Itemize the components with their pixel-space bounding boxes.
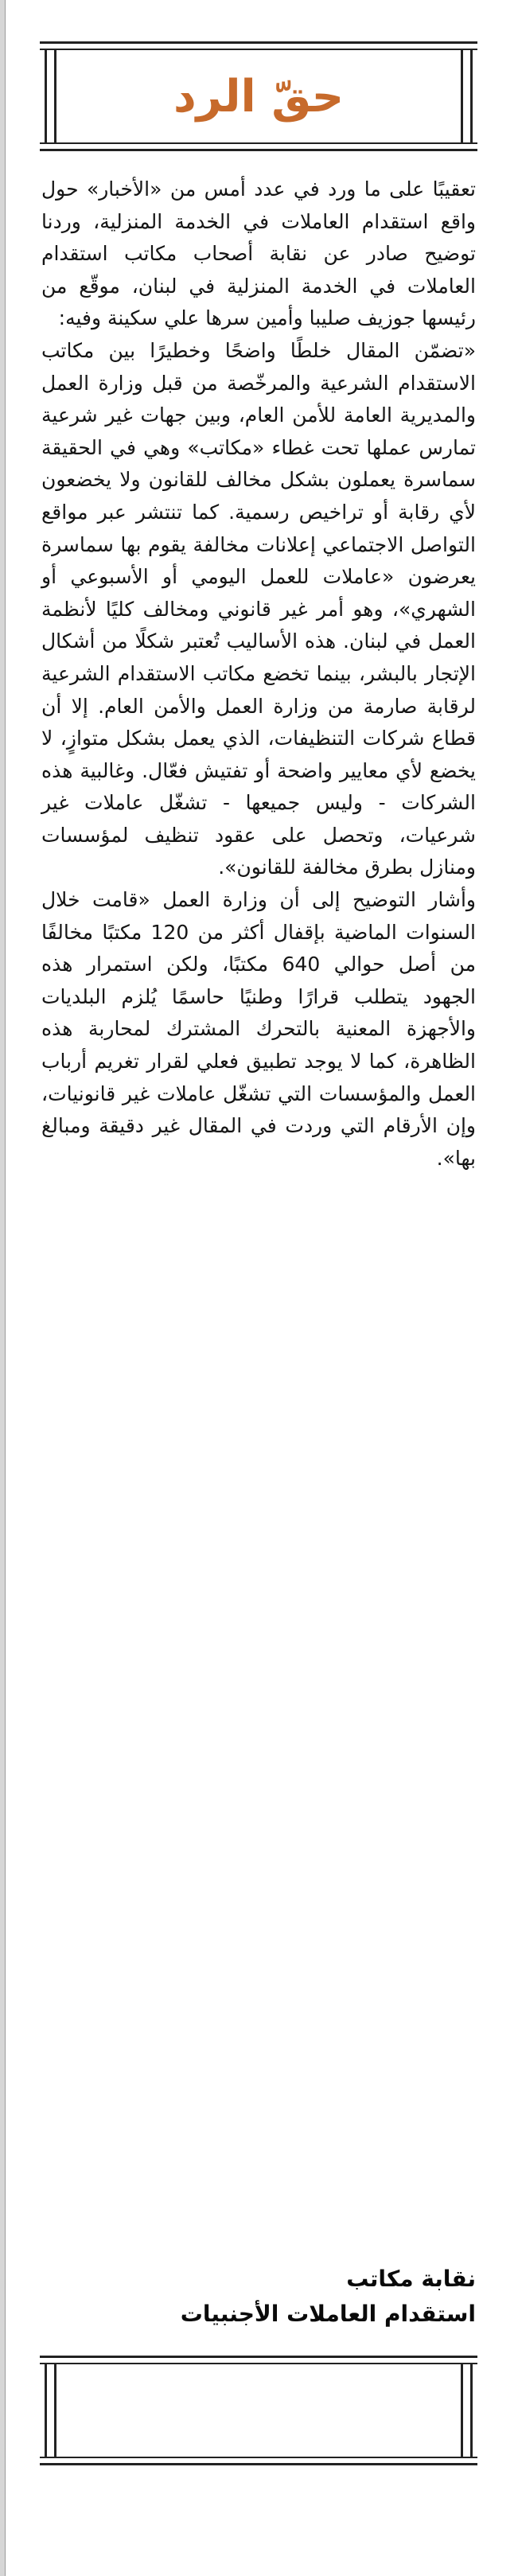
footer-frame bbox=[40, 2356, 477, 2465]
footer-frame-left-outer bbox=[45, 2364, 47, 2457]
footer-frame-left-inner bbox=[54, 2364, 56, 2457]
article-body bbox=[41, 173, 476, 1175]
column-edge-line bbox=[5, 0, 6, 2576]
header-frame-left-outer bbox=[45, 50, 47, 142]
header-frame-inner-top bbox=[40, 49, 477, 50]
footer-frame-right-inner bbox=[461, 2364, 463, 2457]
signature-line-1: نقابة مكاتب bbox=[346, 2266, 476, 2292]
signature-line-2: استقدام العاملات الأجنبيات bbox=[180, 2301, 476, 2327]
header-frame bbox=[40, 41, 477, 151]
article-paragraph-quote: «تضمّن المقال خلطًا واضحًا وخطيرًا بين مكاتب الاستقدام الشرعية والمرخّصة من قبل وزارة العمل والمديرية العامة للأمن العام، وبين جهات غير شرعية تمارس عملها تحت غطاء «مكاتب» وهي في الحقيقة سماسرة يعملون بشكل مخالف للقانون ولا يخضعون لأي رقابة أو تراخيص رسمية. كما تنتشر عبر مواقع التواصل الاجتماعي إعلانات مخالفة يقوم بها سماسرة يعرضون «عاملات للعمل اليومي أو الأسبوعي أو الشهري»، وهو أمر غير قانوني ومخالف كليًا لأنظمة العمل في لبنان. هذه الأساليب تُعتبر شكلًا من أشكال الإتجار بالبشر، بينما تخضع مكاتب الاستقدام الشرعية لرقابة صارمة من وزارة العمل والأمن العام. إلا أن قطاع شركات التنظيفات، الذي يعمل بشكل متوازٍ، لا يخضع لأي معايير واضحة أو تفتيش فعّال. وغالبية هذه الشركات - وليس جميعها - تشغّل عاملات غير شرعيات، وتحصل على عقود تنظيف لمؤسسات ومنازل بطرق مخالفة للقانون». bbox=[41, 338, 476, 879]
header-frame-right-inner bbox=[461, 50, 463, 142]
signature-block bbox=[41, 2262, 476, 2332]
section-title: حقّ الرد bbox=[173, 70, 345, 123]
article-paragraph-intro: تعقيبًا على ما ورد في عدد أمس من «الأخبار» حول واقع استقدام العاملات في الخدمة المنزلية، وردنا توضيح صادر عن نقابة أصحاب مكاتب استقدام العاملات في الخدمة المنزلية في لبنان، موقّع من رئيسها جوزيف صليبا وأمين سرها علي سكينة وفيه: bbox=[41, 177, 476, 330]
footer-frame-inner-bottom bbox=[40, 2457, 477, 2458]
header-frame-right-outer bbox=[470, 50, 473, 142]
header-frame-left-inner bbox=[54, 50, 56, 142]
article-paragraph-ministry: وأشار التوضيح إلى أن وزارة العمل «قامت خلال السنوات الماضية بإقفال أكثر من 120 مكتبًا مخالفًا من أصل حوالي 640 مكتبًا، ولكن استمرار هذه الجهود يتطلب قرارًا وطنيًا حاسمًا يُلزم البلديات والأجهزة المعنية بالتحرك المشترك لمحاربة هذه الظاهرة، كما لا يوجد تطبيق فعلي لقرار تغريم أرباب العمل والمؤسسات التي تشغّل عاملات غير قانونيات، وإن الأرقام التي وردت في المقال غير دقيقة ومبالغ بها». bbox=[41, 888, 476, 1170]
header-frame-inner-bottom bbox=[40, 142, 477, 144]
footer-frame-inner-top bbox=[40, 2363, 477, 2364]
footer-frame-right-outer bbox=[470, 2364, 473, 2457]
